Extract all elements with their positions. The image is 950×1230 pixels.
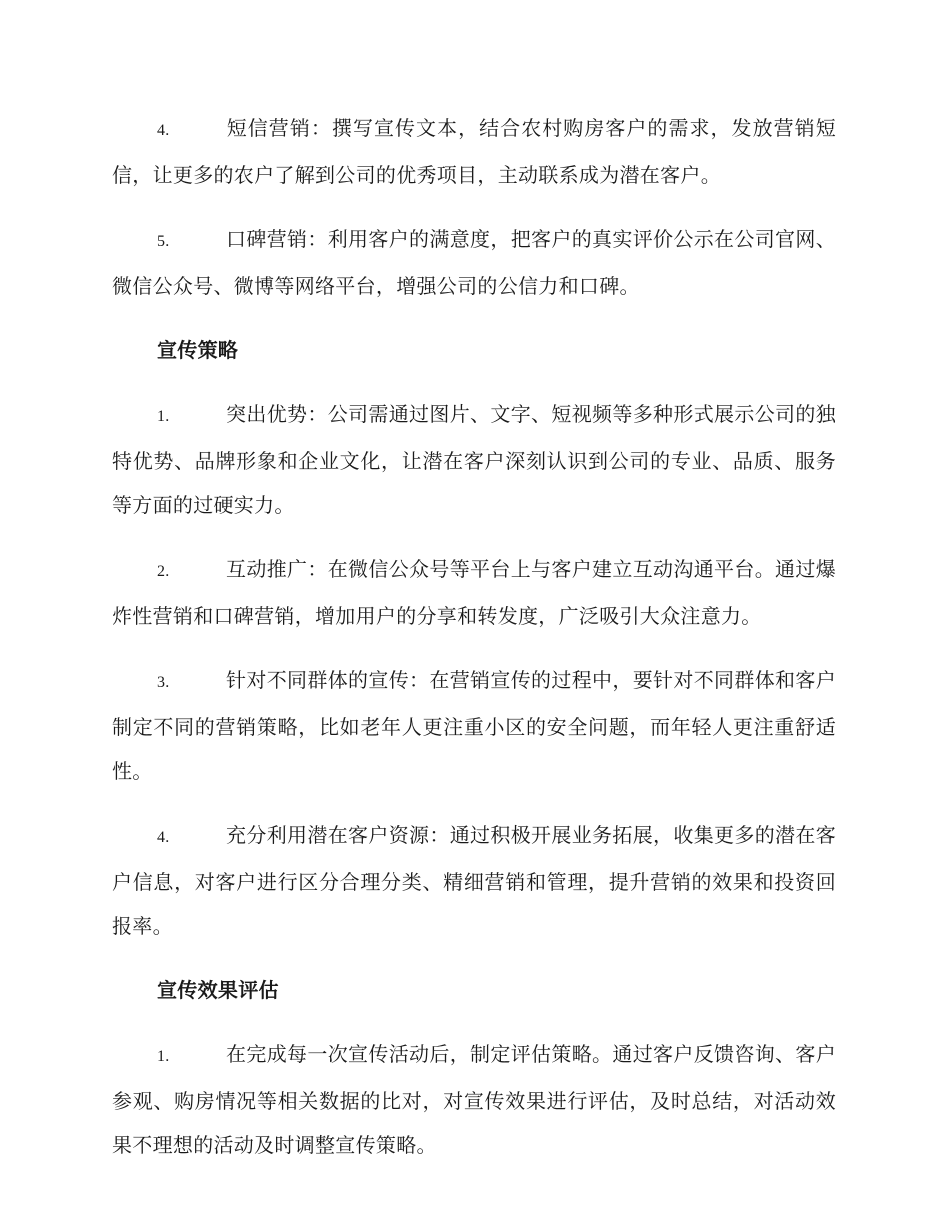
list-item-number: 4. (157, 829, 170, 846)
list-item (112, 217, 836, 308)
list-item-text: 口碑营销：利用客户的满意度，把客户的真实评价公示在公司官网、微信公众号、微博等网络平台，增强公司的公信力和口碑。 (112, 227, 836, 298)
section-heading: 宣传策略 (157, 338, 239, 362)
list-item (112, 106, 836, 197)
list-item-number: 5. (157, 233, 170, 250)
list-item-number: 2. (157, 563, 170, 580)
list-item-text: 针对不同群体的宣传：在营销宣传的过程中，要针对不同群体和客户制定不同的营销策略，比如老年人更注重小区的安全问题，而年轻人更注重舒适性。 (112, 668, 836, 783)
document-body (112, 106, 836, 1187)
list-item-text: 互动推广：在微信公众号等平台上与客户建立互动沟通平台。通过爆炸性营销和口碑营销，增加用户的分享和转发度，广泛吸引大众注意力。 (112, 557, 836, 628)
list-item (112, 547, 836, 638)
list-item (112, 658, 836, 793)
list-item-number: 1. (157, 1048, 170, 1065)
list-item-text: 短信营销：撰写宣传文本，结合农村购房客户的需求，发放营销短信，让更多的农户了解到公司的优秀项目，主动联系成为潜在客户。 (112, 116, 836, 187)
list-item (112, 1032, 836, 1167)
section-heading: 宣传效果评估 (157, 978, 279, 1002)
list-item-number: 4. (157, 122, 170, 139)
list-item-number: 1. (157, 408, 170, 425)
list-item-text: 在完成每一次宣传活动后，制定评估策略。通过客户反馈咨询、客户参观、购房情况等相关数据的比对，对宣传效果进行评估，及时总结，对活动效果不理想的活动及时调整宣传策略。 (112, 1042, 836, 1157)
list-item-number: 3. (157, 674, 170, 691)
list-item (112, 813, 836, 948)
list-item-text: 充分利用潜在客户资源：通过积极开展业务拓展，收集更多的潜在客户信息，对客户进行区分合理分类、精细营销和管理，提升营销的效果和投资回报率。 (112, 823, 836, 938)
list-item-text: 突出优势：公司需通过图片、文字、短视频等多种形式展示公司的独特优势、品牌形象和企业文化，让潜在客户深刻认识到公司的专业、品质、服务等方面的过硬实力。 (112, 402, 836, 517)
list-item (112, 392, 836, 527)
